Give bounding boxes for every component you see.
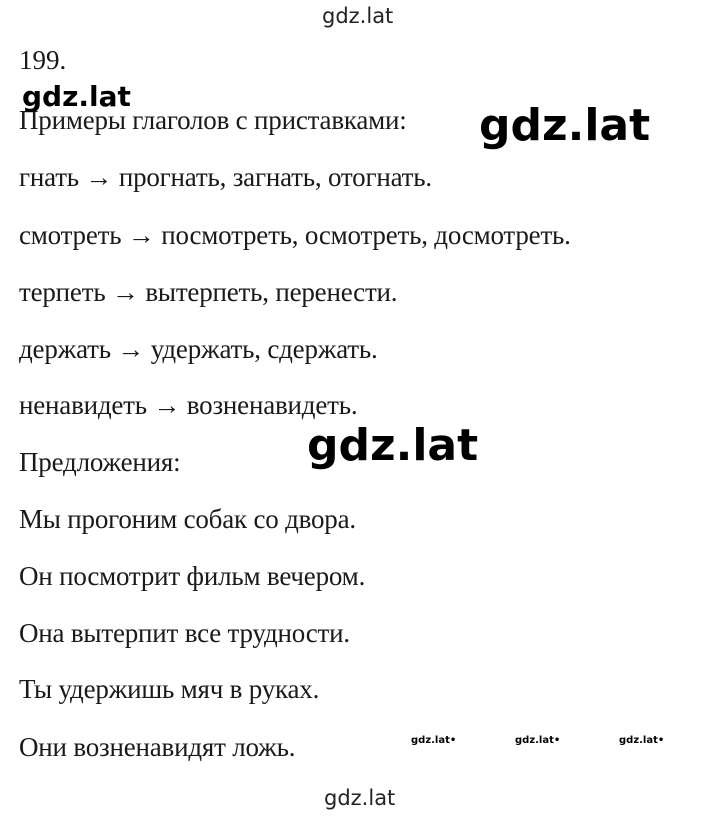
watermark-small: gdz.lat• (515, 735, 561, 746)
sentence: Она вытерпит все трудности. (19, 618, 350, 648)
verb-example: терпеть → вытерпеть, перенести. (19, 277, 398, 307)
exercise-number: 199. (19, 45, 67, 75)
watermark-overlay: gdz.lat (22, 80, 131, 113)
watermark-large: gdz.lat (307, 420, 479, 471)
verb-example: смотреть → посмотреть, осмотреть, досмотреть. (19, 220, 571, 250)
watermark-large: gdz.lat (479, 100, 651, 151)
verb-example: ненавидеть → возненавидеть. (19, 390, 358, 420)
watermark-bottom: gdz.lat (324, 786, 396, 810)
sentence: Мы прогоним собак со двора. (19, 504, 356, 534)
sentence: Они возненавидят ложь. (19, 732, 296, 762)
watermark-top: gdz.lat (322, 4, 394, 28)
watermark-small: gdz.lat• (619, 735, 665, 746)
sentence: Он посмотрит фильм вечером. (19, 561, 366, 591)
examples-heading: Примеры глаголов с приставками: (19, 105, 407, 135)
watermark-small: gdz.lat• (411, 735, 457, 746)
sentence: Ты удержишь мяч в руках. (19, 674, 320, 704)
verb-example: держать → удержать, сдержать. (19, 334, 378, 364)
sentences-heading: Предложения: (19, 447, 181, 477)
verb-example: гнать → прогнать, загнать, отогнать. (19, 162, 432, 192)
